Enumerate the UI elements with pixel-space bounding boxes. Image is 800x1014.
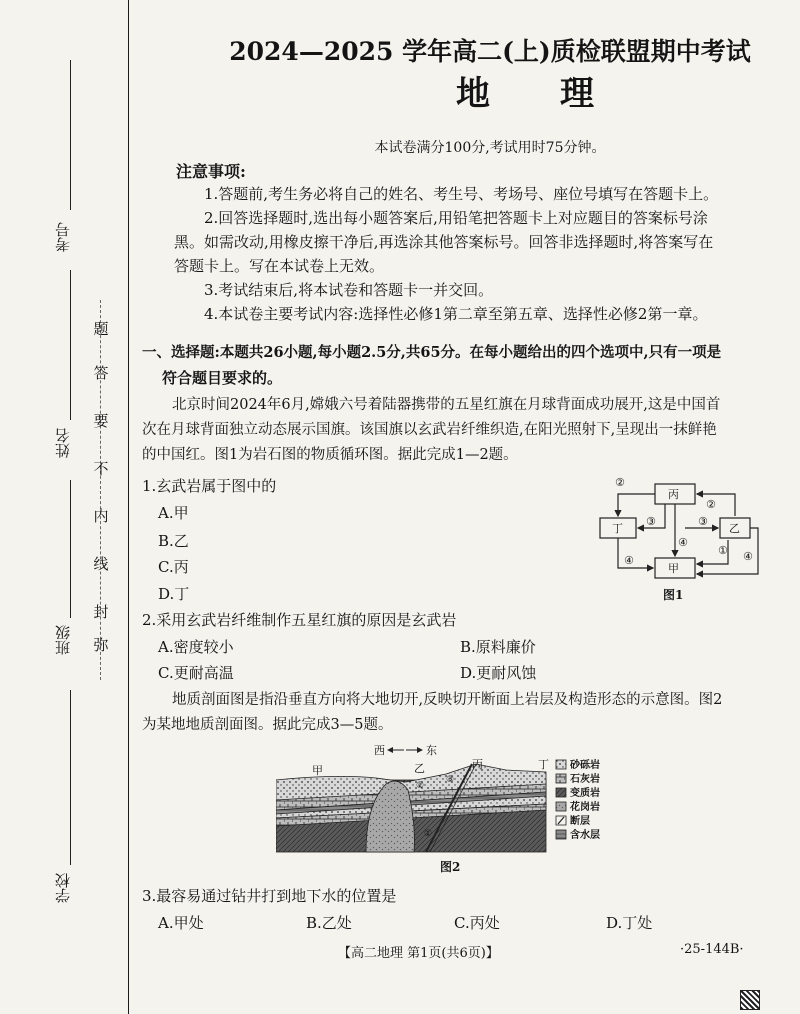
q3-option-b: B.乙处 [306,914,352,932]
q1-option-c: C.丙 [158,558,189,576]
seal-char: 弥 [93,636,109,654]
school-label: 学校 [54,873,72,903]
q2-option-c: C.更耐高温 [158,664,234,682]
exam-info: 本试卷满分100分,考试用时75分钟。 [374,140,606,156]
q1-option-d: D.丁 [158,585,190,603]
arrow-mark: ④ [743,550,753,563]
node-yi-label: 乙 [729,522,740,535]
arrow-mark: ③ [698,515,708,528]
node-jia-label: 甲 [668,562,679,575]
passage-1-cont: 次在月球背面独立动态展示国旗。该国旗以玄武岩纤维织造,在阳光照射下,呈现出一抹鲜艳 [142,422,717,438]
question-3-stem: 3.最容易通过钻井打到地下水的位置是 [142,887,397,905]
rock-cycle-diagram [588,474,768,586]
name-label: 姓名 [54,428,72,458]
figure-1-caption: 图1 [663,588,684,602]
arrow-mark: ① [718,544,728,557]
seal-char: 要 [93,412,109,430]
section-heading-cont: 符合题目要求的。 [162,369,283,387]
note-1: 1.答题前,考生务必将自己的姓名、考生号、考场号、座位号填写在答题卡上。 [204,185,719,203]
arrow-mark: ④ [624,554,634,567]
exam-number-blank [70,60,71,210]
passage-2-cont: 为某地地质剖面图。据此完成3—5题。 [142,717,393,733]
legend-item: 石灰岩 [570,774,600,785]
node-ding-label: 丁 [612,522,623,535]
site-yi: 乙 [414,762,425,775]
seal-char: 不 [93,460,109,478]
q2-option-b: B.原料廉价 [460,638,536,656]
subject-title: 地理 [456,74,664,114]
page-footer: 【高二地理 第1页(共6页)】 [338,946,499,961]
geologic-cross-section [276,744,616,854]
seal-char: 封 [93,603,109,621]
note-2: 2.回答选择题时,选出每小题答案后,用铅笔把答题卡上对应题目的答案标号涂 [204,209,708,227]
q3-option-c: C.丙处 [454,914,500,932]
question-1-stem: 1.玄武岩属于图中的 [142,477,277,495]
passage-1: 北京时间2024年6月,嫦娥六号着陆器携带的五星红旗在月球背面成功展开,这是中国首 [172,397,721,413]
q2-option-a: A.密度较小 [158,638,234,656]
arrow-mark: ② [615,476,625,489]
notes-heading: 注意事项: [176,162,246,181]
passage-2: 地质剖面图是指沿垂直方向将大地切开,反映切开断面上岩层及构造形态的示意图。图2 [172,692,723,708]
class-label: 班级 [54,625,72,655]
arrow-mark: ② [706,498,716,511]
seal-char: 题 [93,320,109,338]
q3-option-a: A.甲处 [158,914,204,932]
exam-title: 2024—2025 学年高二(上)质检联盟期中考试 [229,37,751,66]
q1-option-b: B.乙 [158,532,189,550]
name-blank [70,270,71,420]
exam-number-label: 考号 [54,222,72,252]
legend-item: 变质岩 [570,788,600,799]
note-2-cont: 黑。如需改动,用橡皮擦干净后,再选涂其他答案标号。回答非选择题时,将答案写在 [174,233,714,251]
paper-code: ·25-144B· [680,942,744,957]
legend-item: 断层 [570,816,590,827]
section-heading: 一、选择题:本题共26小题,每小题2.5分,共65分。在每小题给出的四个选项中,只有一项是 [142,344,722,361]
seal-dashed-line [100,300,101,680]
figure-2-caption: 图2 [440,860,461,874]
class-blank [70,480,71,618]
site-ding: 丁 [538,758,549,771]
note-2-cont: 答题卡上。写在本试卷上无效。 [174,257,385,275]
circled-mark: ② [416,781,425,791]
site-bing: 丙 [472,758,483,771]
circled-mark: ③ [446,775,455,785]
node-bing-label: 丙 [668,488,679,501]
q1-option-a: A.甲 [158,504,189,522]
qr-code-icon [740,990,760,1010]
site-jia: 甲 [312,764,323,777]
circled-mark: ① [424,829,433,839]
note-4: 4.本试卷主要考试内容:选择性必修1第二章至第五章、选择性必修2第一章。 [204,305,708,323]
east-label: 东 [426,744,437,757]
q3-option-d: D.丁处 [606,914,653,932]
school-blank [70,690,71,865]
note-3: 3.考试结束后,将本试卷和答题卡一并交回。 [204,281,494,299]
west-label: 西 [374,744,385,757]
legend-item: 含水层 [570,830,600,841]
q2-option-d: D.更耐风蚀 [460,664,537,682]
legend-item: 砂砾岩 [570,760,600,771]
passage-1-cont: 的中国红。图1为岩石图的物质循环图。据此完成1—2题。 [142,447,518,463]
seal-char: 内 [93,507,109,525]
arrow-mark: ③ [646,515,656,528]
binding-margin-line [128,0,129,1014]
seal-char: 答 [93,364,109,382]
seal-char: 线 [93,555,109,573]
legend-item: 花岗岩 [570,802,600,813]
arrow-mark: ④ [678,536,688,549]
question-2-stem: 2.采用玄武岩纤维制作五星红旗的原因是玄武岩 [142,611,457,629]
